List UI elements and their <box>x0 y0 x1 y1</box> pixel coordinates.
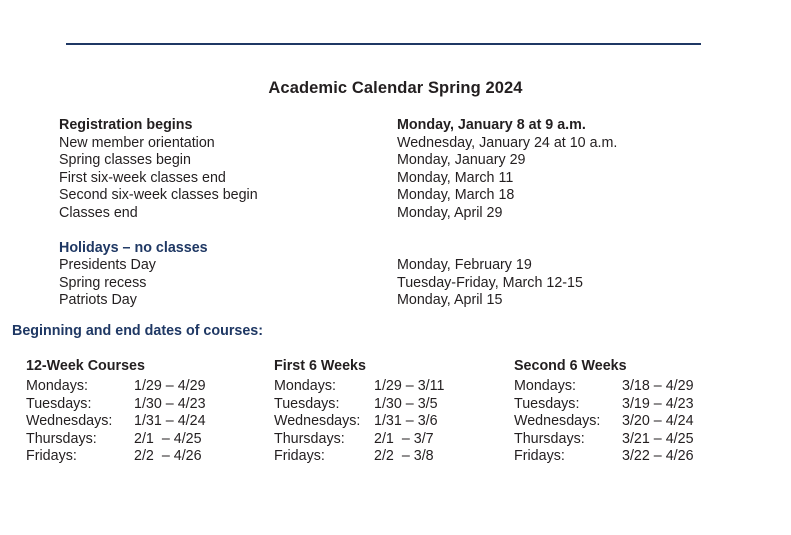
course-range: 1/30 – 3/5 <box>374 395 438 412</box>
course-range: 1/31 – 4/24 <box>134 413 206 430</box>
course-day: Mondays: <box>26 378 88 394</box>
course-column-second-6-weeks <box>514 357 754 466</box>
course-row <box>274 378 514 396</box>
course-column-title: Second 6 Weeks <box>514 358 627 374</box>
course-row <box>26 413 274 431</box>
calendar-row-value: Wednesday, January 24 at 10 a.m. <box>397 134 618 151</box>
course-day: Fridays: <box>26 448 77 465</box>
course-row <box>26 378 274 396</box>
calendar-dates-list <box>59 117 719 310</box>
course-range: 2/1 – 4/25 <box>134 430 202 447</box>
calendar-row-value: Monday, March 18 <box>397 187 515 203</box>
header-divider <box>66 43 701 45</box>
course-day: Wednesdays: <box>274 413 361 430</box>
course-column-title: 12-Week Courses <box>26 358 145 374</box>
course-row <box>274 431 514 449</box>
course-range: 1/30 – 4/23 <box>134 395 206 412</box>
calendar-row <box>59 205 719 223</box>
holidays-heading: Holidays – no classes <box>59 239 208 256</box>
holiday-row-label: Spring recess <box>59 274 147 291</box>
course-range: 1/29 – 3/11 <box>374 378 445 394</box>
course-range: 2/2 – 4/26 <box>134 448 202 465</box>
course-day: Tuesdays: <box>26 395 92 412</box>
course-row <box>514 378 754 396</box>
course-range: 2/1 – 3/7 <box>374 430 434 447</box>
course-range: 3/20 – 4/24 <box>622 413 694 430</box>
calendar-row-label: Second six-week classes begin <box>59 187 258 203</box>
course-day: Thursdays: <box>26 430 97 447</box>
holiday-row-label: Presidents Day <box>59 257 156 273</box>
calendar-row <box>59 187 719 205</box>
page-title: Academic Calendar Spring 2024 <box>268 79 523 97</box>
calendar-row-value: Monday, January 29 <box>397 152 526 168</box>
course-day: Fridays: <box>514 448 565 465</box>
course-row <box>274 413 514 431</box>
course-row <box>514 396 754 414</box>
course-day: Wednesdays: <box>514 413 601 430</box>
calendar-row-label: Spring classes begin <box>59 152 191 168</box>
holidays-heading-row <box>59 240 719 258</box>
calendar-row-label: New member orientation <box>59 134 215 151</box>
calendar-row <box>59 170 719 188</box>
course-range: 2/2 – 3/8 <box>374 448 434 465</box>
calendar-row-label: First six-week classes end <box>59 169 226 186</box>
holiday-row-label: Patriots Day <box>59 292 137 308</box>
course-column-title: First 6 Weeks <box>274 358 366 374</box>
course-row <box>514 448 754 466</box>
course-row <box>274 448 514 466</box>
course-day: Mondays: <box>274 378 336 394</box>
course-range: 3/22 – 4/26 <box>622 448 694 465</box>
course-row <box>26 396 274 414</box>
courses-section-heading: Beginning and end dates of courses: <box>12 323 264 339</box>
course-range: 3/19 – 4/23 <box>622 395 694 412</box>
course-range: 3/18 – 4/29 <box>622 378 694 394</box>
holiday-row <box>59 275 719 293</box>
course-day: Tuesdays: <box>274 395 340 412</box>
course-range: 1/29 – 4/29 <box>134 378 206 394</box>
course-day: Mondays: <box>514 378 576 394</box>
calendar-row <box>59 135 719 153</box>
calendar-row-value: Monday, April 29 <box>397 204 503 221</box>
holiday-row <box>59 292 719 310</box>
holiday-row-value: Tuesday-Friday, March 12-15 <box>397 274 583 291</box>
section-spacer <box>59 222 719 240</box>
calendar-row-label: Classes end <box>59 204 138 221</box>
calendar-row-value: Monday, March 11 <box>397 169 514 186</box>
holidays-heading-value <box>397 240 719 258</box>
course-day: Tuesdays: <box>514 395 580 412</box>
course-day: Thursdays: <box>274 430 345 447</box>
course-column-first-6-weeks <box>274 357 514 466</box>
course-range: 1/31 – 3/6 <box>374 413 438 430</box>
calendar-row <box>59 152 719 170</box>
course-row <box>26 431 274 449</box>
holiday-row-value: Monday, April 15 <box>397 292 503 308</box>
course-day: Wednesdays: <box>26 413 113 430</box>
course-row <box>514 413 754 431</box>
course-row <box>514 431 754 449</box>
calendar-row-label: Registration begins <box>59 117 193 133</box>
course-column-12-week <box>26 357 274 466</box>
course-day: Thursdays: <box>514 430 585 447</box>
course-row <box>26 448 274 466</box>
course-range: 3/21 – 4/25 <box>622 430 694 447</box>
calendar-row <box>59 117 719 135</box>
holiday-row-value: Monday, February 19 <box>397 257 532 273</box>
calendar-row-value: Monday, January 8 at 9 a.m. <box>397 117 586 133</box>
course-row <box>274 396 514 414</box>
course-day: Fridays: <box>274 448 325 465</box>
holiday-row <box>59 257 719 275</box>
courses-columns <box>26 357 766 466</box>
